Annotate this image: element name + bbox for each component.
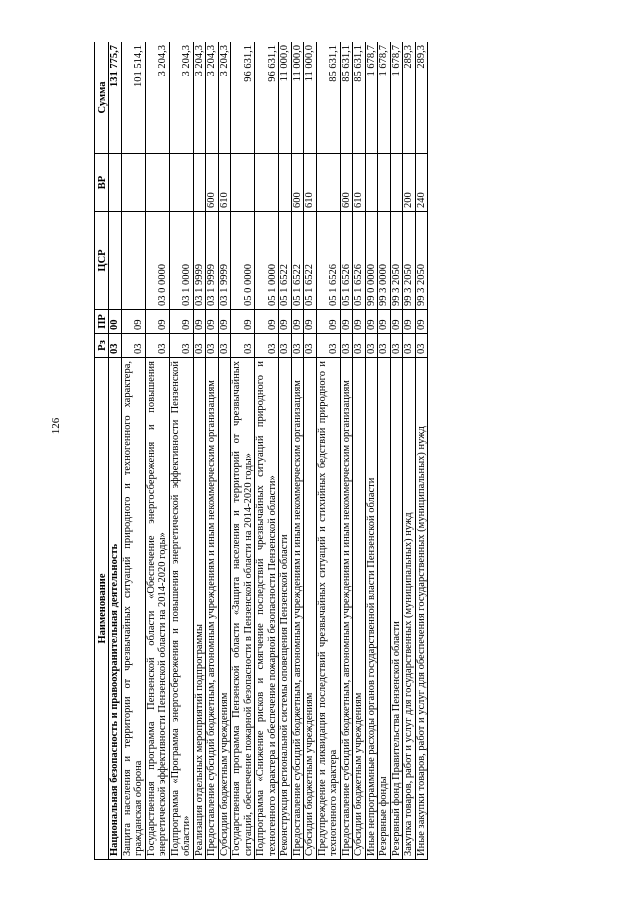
cell-vr [145, 154, 169, 212]
header-name: Наименование [95, 358, 109, 860]
table-body [109, 42, 428, 860]
table-row [415, 42, 428, 860]
cell-rz: 03 [304, 334, 317, 358]
cell-name: Национальная безопасность и правоохранительная деятельность [109, 358, 122, 860]
cell-pr: 09 [340, 310, 353, 334]
cell-rz: 03 [279, 334, 292, 358]
cell-vr [378, 154, 391, 212]
cell-vr: 610 [218, 154, 231, 212]
cell-sum: 289,3 [403, 42, 416, 154]
cell-pr: 09 [145, 310, 169, 334]
cell-sum: 101 514,1 [121, 42, 145, 154]
cell-sum: 1 678,7 [378, 42, 391, 154]
cell-pr: 09 [353, 310, 366, 334]
cell-rz: 03 [169, 334, 193, 358]
table-row [378, 42, 391, 860]
cell-sum: 131 775,7 [109, 42, 122, 154]
cell-name: Субсидии бюджетным учреждениям [218, 358, 231, 860]
cell-csr: 05 1 0000 [255, 212, 279, 310]
cell-name: Государственная программа Пензенской области «Защита населения и территорий от чрезвычайных ситуаций, обеспечение пожарной безопасности в Пензенской области на 2014-2020 годы» [231, 358, 255, 860]
table-row [390, 42, 403, 860]
cell-name: Предоставление субсидий бюджетным, автономным учреждениям и иным некоммерческим организациям [340, 358, 353, 860]
table-row [353, 42, 366, 860]
cell-vr [365, 154, 378, 212]
page-number: 126 [50, 417, 62, 435]
cell-vr [121, 154, 145, 212]
cell-sum: 3 204,3 [218, 42, 231, 154]
cell-pr: 09 [121, 310, 145, 334]
cell-rz: 03 [316, 334, 340, 358]
cell-csr: 05 1 6522 [304, 212, 317, 310]
cell-pr: 09 [415, 310, 428, 334]
table-row [231, 42, 255, 860]
table-rotation-frame [94, 42, 594, 860]
table-row [291, 42, 304, 860]
table-row [255, 42, 279, 860]
cell-pr: 09 [304, 310, 317, 334]
cell-rz: 03 [365, 334, 378, 358]
cell-pr: 09 [279, 310, 292, 334]
cell-rz: 03 [145, 334, 169, 358]
table-row [206, 42, 219, 860]
cell-vr: 610 [304, 154, 317, 212]
cell-pr: 09 [206, 310, 219, 334]
table-row [279, 42, 292, 860]
cell-sum: 85 631,1 [340, 42, 353, 154]
cell-vr [193, 154, 206, 212]
cell-sum: 11 000,0 [279, 42, 292, 154]
cell-sum: 96 631,1 [231, 42, 255, 154]
cell-vr [316, 154, 340, 212]
cell-sum: 11 000,0 [291, 42, 304, 154]
cell-pr: 09 [365, 310, 378, 334]
cell-rz: 03 [378, 334, 391, 358]
cell-csr: 03 0 0000 [145, 212, 169, 310]
cell-sum: 1 678,7 [390, 42, 403, 154]
cell-rz: 03 [340, 334, 353, 358]
cell-vr: 600 [291, 154, 304, 212]
table-row [365, 42, 378, 860]
cell-csr: 05 1 6526 [316, 212, 340, 310]
cell-rz: 03 [206, 334, 219, 358]
cell-pr: 09 [218, 310, 231, 334]
cell-pr: 00 [109, 310, 122, 334]
budget-table [94, 42, 428, 860]
cell-pr: 09 [378, 310, 391, 334]
cell-pr: 09 [390, 310, 403, 334]
cell-name: Резервный фонд Правительства Пензенской области [390, 358, 403, 860]
cell-rz: 03 [109, 334, 122, 358]
cell-csr: 99 3 0000 [378, 212, 391, 310]
cell-name: Защита населения и территории от чрезвычайных ситуаций природного и техногенного характера, гражданская оборона [121, 358, 145, 860]
cell-csr: 03 1 9999 [218, 212, 231, 310]
cell-csr [109, 212, 122, 310]
cell-rz: 03 [403, 334, 416, 358]
cell-vr: 610 [353, 154, 366, 212]
table-row [145, 42, 169, 860]
cell-name: Предупреждение и ликвидация последствий чрезвычайных ситуаций и стихийных бедствий природного и техногенного характера [316, 358, 340, 860]
header-pr: ПР [95, 310, 109, 334]
table-row [316, 42, 340, 860]
cell-sum: 85 631,1 [316, 42, 340, 154]
cell-name: Субсидии бюджетным учреждениям [304, 358, 317, 860]
header-csr: ЦСР [95, 212, 109, 310]
cell-name: Иные непрограммные расходы органов государственной власти Пензенской области [365, 358, 378, 860]
table-row [218, 42, 231, 860]
cell-csr: 03 1 0000 [169, 212, 193, 310]
cell-rz: 03 [291, 334, 304, 358]
cell-pr: 09 [255, 310, 279, 334]
cell-sum: 1 678,7 [365, 42, 378, 154]
table-header-row [95, 42, 109, 860]
cell-rz: 03 [121, 334, 145, 358]
cell-name: Предоставление субсидий бюджетным, автономным учреждениям и иным некоммерческим организациям [291, 358, 304, 860]
cell-csr: 03 1 9999 [193, 212, 206, 310]
cell-sum: 96 631,1 [255, 42, 279, 154]
cell-vr [169, 154, 193, 212]
cell-sum: 3 204,3 [145, 42, 169, 154]
table-row [340, 42, 353, 860]
table-row [193, 42, 206, 860]
cell-rz: 03 [255, 334, 279, 358]
table-row [304, 42, 317, 860]
cell-rz: 03 [231, 334, 255, 358]
cell-sum: 11 000,0 [304, 42, 317, 154]
cell-csr: 05 1 6526 [353, 212, 366, 310]
cell-csr: 99 3 2050 [390, 212, 403, 310]
cell-rz: 03 [390, 334, 403, 358]
cell-name: Закупка товаров, работ и услуг для государственных (муниципальных) нужд [403, 358, 416, 860]
cell-rz: 03 [353, 334, 366, 358]
cell-csr: 03 1 9999 [206, 212, 219, 310]
cell-name: Предоставление субсидий бюджетным, автономным учреждениям и иным некоммерческим организациям [206, 358, 219, 860]
cell-pr: 09 [403, 310, 416, 334]
cell-rz: 03 [218, 334, 231, 358]
cell-csr: 05 1 6522 [279, 212, 292, 310]
cell-pr: 09 [193, 310, 206, 334]
cell-sum: 3 204,3 [193, 42, 206, 154]
cell-rz: 03 [193, 334, 206, 358]
cell-sum: 289,3 [415, 42, 428, 154]
cell-csr: 05 1 6522 [291, 212, 304, 310]
cell-pr: 09 [231, 310, 255, 334]
cell-pr: 09 [316, 310, 340, 334]
cell-name: Резервные фонды [378, 358, 391, 860]
cell-csr: 05 1 6526 [340, 212, 353, 310]
header-rz: Рз [95, 334, 109, 358]
cell-vr [255, 154, 279, 212]
cell-csr: 99 3 2050 [403, 212, 416, 310]
cell-name: Субсидии бюджетным учреждениям [353, 358, 366, 860]
table-row [403, 42, 416, 860]
cell-pr: 09 [169, 310, 193, 334]
cell-vr [231, 154, 255, 212]
table-row [121, 42, 145, 860]
cell-name: Реализация отдельных мероприятий подпрограммы [193, 358, 206, 860]
cell-sum: 3 204,3 [169, 42, 193, 154]
table-row [109, 42, 122, 860]
table-row [169, 42, 193, 860]
cell-csr: 99 0 0000 [365, 212, 378, 310]
header-vr: ВР [95, 154, 109, 212]
table-container [94, 42, 594, 860]
cell-name: Государственная программа Пензенской области «Обеспечение энергосбережения и повышения энергетической эффективности Пензенской области на 2014-2020 годы» [145, 358, 169, 860]
cell-vr [390, 154, 403, 212]
cell-vr: 240 [415, 154, 428, 212]
cell-name: Реконструкция региональной системы оповещения Пензенской области [279, 358, 292, 860]
cell-name: Подпрограмма «Снижение рисков и смягчение последствий чрезвычайных ситуаций природного и техногенного характера и обеспечение пожарной безопасности Пензенской области» [255, 358, 279, 860]
cell-vr [279, 154, 292, 212]
cell-vr: 600 [340, 154, 353, 212]
cell-sum: 85 631,1 [353, 42, 366, 154]
cell-name: Подпрограмма «Программа энергосбережения и повышения энергетической эффективности Пензенской области» [169, 358, 193, 860]
cell-pr: 09 [291, 310, 304, 334]
header-sum: Сумма [95, 42, 109, 154]
cell-csr: 05 0 0000 [231, 212, 255, 310]
cell-rz: 03 [415, 334, 428, 358]
cell-vr [109, 154, 122, 212]
cell-csr: 99 3 2050 [415, 212, 428, 310]
cell-csr [121, 212, 145, 310]
cell-vr: 600 [206, 154, 219, 212]
cell-sum: 3 204,3 [206, 42, 219, 154]
cell-vr: 200 [403, 154, 416, 212]
cell-name: Иные закупки товаров, работ и услуг для обеспечения государственных (муниципальных) нужд [415, 358, 428, 860]
